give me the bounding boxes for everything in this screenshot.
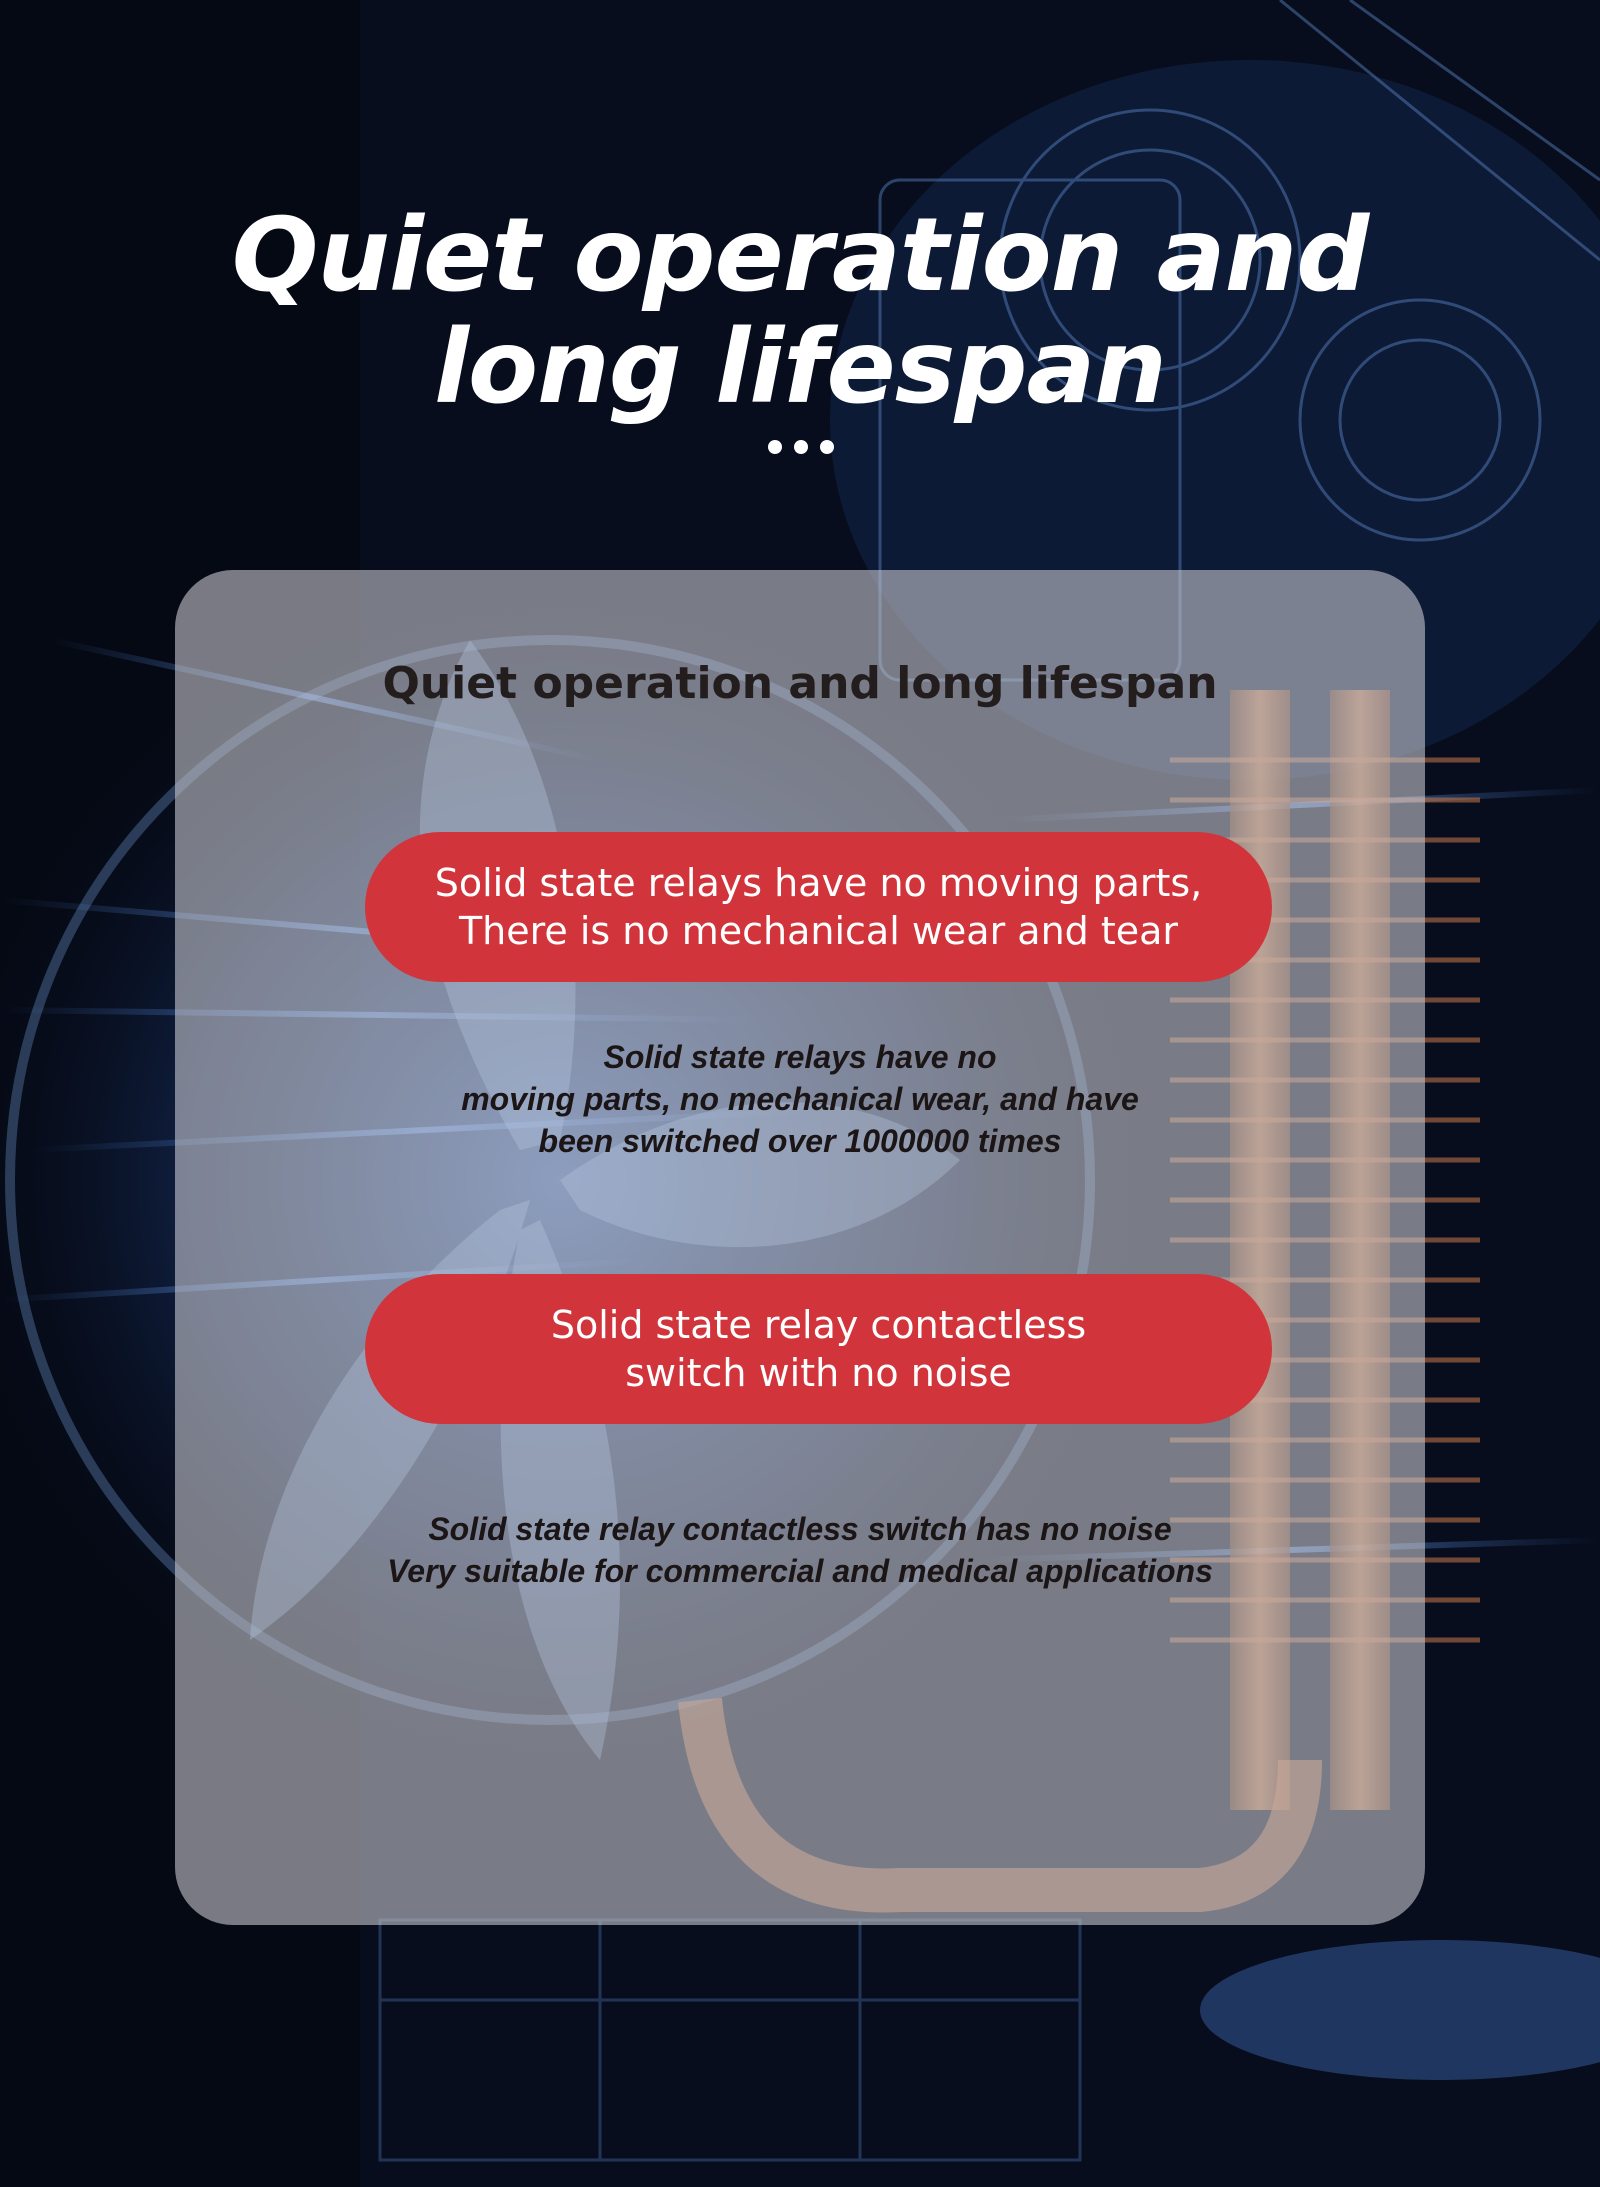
feature-1-pill-line-2: There is no mechanical wear and tear: [458, 909, 1179, 953]
feature-2-description-line-1: Solid state relay contactless switch has no noise: [428, 1511, 1172, 1547]
headline-line-2: long lifespan: [434, 308, 1166, 427]
page-headline: [0, 196, 1600, 427]
headline-line-1: Quiet operation and: [231, 196, 1369, 315]
feature-1-description-line-1: Solid state relays have no: [603, 1039, 997, 1075]
feature-1-description: [175, 1036, 1425, 1162]
feature-2-pill-line-2: switch with no noise: [625, 1351, 1012, 1395]
panel-title: Quiet operation and long lifespan: [382, 658, 1218, 709]
feature-1-description-line-2: moving parts, no mechanical wear, and have: [461, 1081, 1139, 1117]
feature-1-pill-line-1: Solid state relays have no moving parts,: [434, 861, 1203, 905]
feature-2-pill-line-1: Solid state relay contactless: [550, 1303, 1087, 1347]
feature-2-description-line-2: Very suitable for commercial and medical applications: [387, 1553, 1213, 1589]
ellipsis-dots-icon: [768, 440, 834, 454]
feature-1-pill: [365, 832, 1272, 982]
feature-1-description-line-3: been switched over 1000000 times: [538, 1123, 1062, 1159]
feature-2-description: [175, 1508, 1425, 1592]
feature-panel: [175, 570, 1425, 1925]
feature-2-pill: [365, 1274, 1272, 1424]
